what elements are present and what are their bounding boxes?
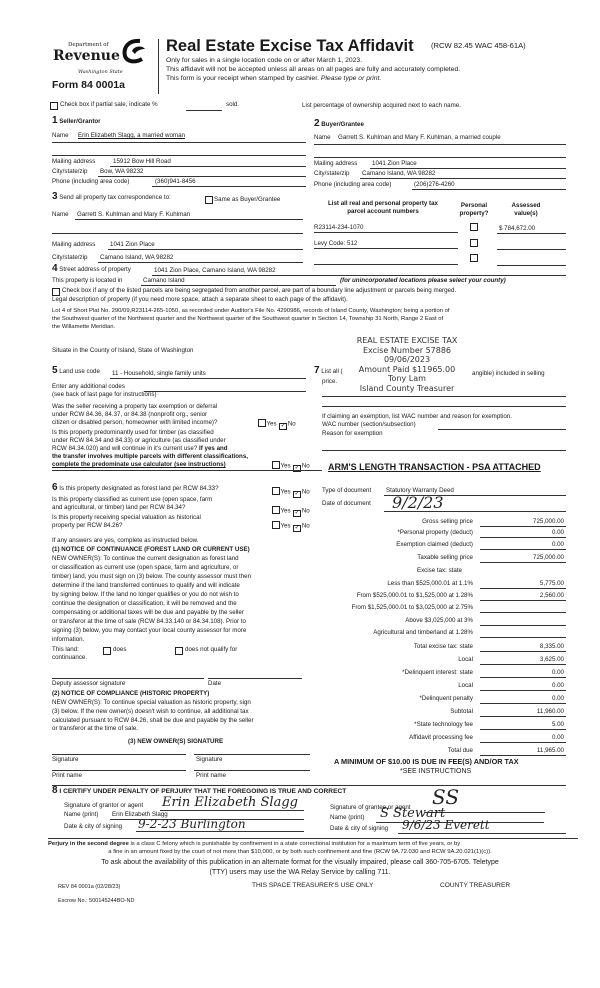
- notice-text-line: or classification as current use (open space, farm and agriculture, or: [52, 564, 239, 571]
- personal-property-field[interactable]: [322, 396, 566, 397]
- tax-row-label: *Personal property (deduct): [397, 529, 473, 536]
- notice-text-line: NEW OWNER(S): To continue special valuation as historic property, sign: [52, 699, 251, 706]
- does-not-label: does not qualify for: [185, 646, 238, 653]
- notice-text-line: information.: [52, 636, 85, 643]
- section-divider: [52, 470, 322, 471]
- parcel-number-field[interactable]: Levy Code: 512: [314, 240, 358, 247]
- corr-name-field[interactable]: Garrett S. Kuhlman and Mary F. Kuhlman: [77, 211, 191, 218]
- correspondence-heading: 3 Send all property tax correspondence to:: [52, 191, 171, 202]
- grantor-name-label: Name (print): [64, 811, 99, 818]
- header-divider: [158, 39, 159, 94]
- county-treasurer-label: COUNTY TREASURER: [440, 882, 511, 889]
- legal-description-3: the Willamette Meridian.: [52, 324, 116, 330]
- no-checkbox-checked[interactable]: ✓: [294, 524, 300, 531]
- segregated-label: Check box if any of the listed parcels are being segregated from another parcel, are part of a boundary line adjustment or parcels being merged.: [62, 287, 457, 294]
- no-checkbox-checked[interactable]: ✓: [294, 464, 300, 471]
- buyer-phone-label: Phone (including area code): [314, 181, 392, 188]
- deputy-signature-label: Deputy assessor signature: [52, 680, 126, 687]
- predominate-use-link[interactable]: complete the predominate use calculator (see instructions): [52, 461, 226, 468]
- accessibility-note-2: (TTY) users may use the WA Relay Service by calling 711.: [209, 869, 391, 876]
- personal-property-price: price.: [322, 378, 338, 385]
- seller-city-field[interactable]: Bow, WA 98232: [100, 168, 144, 175]
- does-qualify-checkbox[interactable]: [103, 647, 111, 655]
- treasurer-stamp: [347, 336, 467, 393]
- assessed-value-field[interactable]: [497, 265, 566, 266]
- tax-row-label: Gross selling price: [422, 518, 473, 525]
- seller-phone-line: [152, 186, 306, 187]
- logo-revenue: Revenue: [53, 48, 120, 64]
- parcel-line: [314, 248, 458, 249]
- stamp-line: Excise Number 57886: [362, 345, 452, 355]
- minimum-due-note: A MINIMUM OF $10.00 IS DUE IN FEE(S) AND/OR TAX: [334, 757, 519, 766]
- partial-sale-label: Check box if partial sale, indicate %: [60, 101, 158, 108]
- corr-city-line: [98, 262, 303, 263]
- signature-label-2: Signature: [196, 756, 223, 763]
- tax-row-value[interactable]: 5.00: [551, 721, 564, 728]
- buyer-city-label: City/state/zip: [314, 170, 350, 177]
- seller-mail-field[interactable]: 15912 Bow Hill Road: [113, 158, 171, 165]
- tax-row-label: *Delinquent penalty: [419, 695, 473, 702]
- notice-text-line: by signing below. If the land no longer qualifies or you do not wish to: [52, 591, 239, 598]
- section-divider: [52, 785, 566, 786]
- corr-city-field[interactable]: Camano Island, WA 98282: [100, 254, 174, 261]
- grantor-signature[interactable]: Erin Elizabeth Slagg: [162, 795, 298, 810]
- see-instructions: *SEE INSTRUCTIONS: [400, 768, 472, 775]
- grantor-date-label: Date & city of signing: [64, 823, 123, 830]
- tax-row-line: [480, 729, 566, 730]
- exemption-label: If claiming an exemption, list WAC number and reason for exemption.: [322, 413, 512, 420]
- perjury-note-1: Perjury in the second degree is a class C felony which is punishable by confinement in a state correctional institution for a maximum term of five years, or by: [48, 841, 461, 847]
- tax-row-line: [480, 549, 566, 550]
- situate-text: Situate in the County of Island, State of Washington: [52, 347, 194, 354]
- tax-row-value[interactable]: 11,965.00: [536, 747, 564, 754]
- parcel-number-field[interactable]: R23114-234-1070: [314, 224, 364, 231]
- legal-label: Legal description of property (if you need more space, attach a separate sheet to each page of the affidavit).: [52, 296, 348, 303]
- seller-heading: 1 Seller/Grantor: [52, 115, 101, 126]
- corr-mail-line: [108, 249, 303, 250]
- assessed-line: [497, 233, 566, 234]
- stamp-line: 09/06/2023: [383, 355, 431, 364]
- seller-name-line-2[interactable]: [52, 155, 306, 156]
- tax-row-value[interactable]: 3,625.00: [539, 656, 564, 663]
- document-type-label: Type of document: [322, 487, 372, 494]
- same-as-buyer-checkbox[interactable]: [205, 196, 213, 204]
- stamp-line: Island County Treasurer: [359, 383, 455, 393]
- parcel-line: [314, 232, 458, 233]
- located-line: [141, 285, 336, 286]
- personal-property-checkbox[interactable]: [470, 223, 478, 231]
- document-date-line: [384, 511, 566, 512]
- forest-yes-no[interactable]: Yes ✓ No: [271, 487, 310, 498]
- tax-row-line: [480, 537, 566, 538]
- notice-text-line: compensating or additional taxes will be due and payable by the seller: [52, 609, 244, 616]
- street-field[interactable]: 1041 Zion Place, Camano Island, WA 98282: [154, 267, 276, 274]
- seller-mail-line: [110, 166, 306, 167]
- stamp-line: Amount Paid $11965.00: [358, 364, 456, 374]
- yes-checkbox[interactable]: [272, 461, 280, 469]
- assessed-value-field[interactable]: $ 784,672.00: [499, 225, 536, 232]
- notice-text-line: calculated pursuant to RCW 84.26, shall be due and payable by the seller: [52, 716, 254, 724]
- grantor-name-field[interactable]: Erin Elizabeth Slagg: [112, 811, 168, 818]
- tax-row-value[interactable]: 725,000.00: [533, 518, 564, 525]
- does-label: does: [113, 646, 127, 653]
- buyer-name-line: [314, 144, 566, 145]
- personal-property-checkbox[interactable]: [470, 239, 478, 247]
- notice-text-line: or transferor at the time of sale (RCW 84.33.140 or 84.34.108). Prior to: [52, 618, 246, 625]
- land-use-field[interactable]: 11 - Household, single family units: [112, 370, 206, 377]
- notice-compliance-title: (2) NOTICE OF COMPLIANCE (HISTORIC PROPERTY): [52, 690, 210, 697]
- tax-row-value[interactable]: 11,960.00: [536, 708, 564, 715]
- tax-row-line: [480, 588, 566, 589]
- grantee-date-line: [398, 833, 566, 834]
- corr-city-label: City/state/zip: [52, 254, 88, 261]
- tax-row-label: Total due: [447, 747, 473, 754]
- same-as-buyer-label: Same as Buyer/Grantee: [214, 196, 281, 203]
- wac-field[interactable]: [438, 429, 566, 430]
- tax-row-line: [480, 677, 566, 678]
- tax-row-line: [480, 651, 566, 652]
- grantee-name-field[interactable]: S Stewart: [380, 806, 446, 821]
- tax-row-label: Local: [458, 682, 473, 689]
- corr-name-label: Name: [52, 211, 69, 218]
- located-label: This property is located in: [52, 277, 123, 284]
- deputy-signature-field[interactable]: [52, 678, 204, 679]
- current-use-yes-no[interactable]: Yes ✓ No: [271, 506, 310, 517]
- document-type-field[interactable]: Statutory Warranty Deed: [386, 487, 454, 494]
- historical-question: property per RCW 84.26?: [52, 522, 123, 529]
- grantor-date-line: [136, 831, 304, 832]
- tax-row-value[interactable]: 0.00: [551, 682, 564, 689]
- land-use-line: [110, 378, 306, 379]
- buyer-name-line-2[interactable]: [314, 157, 566, 158]
- owner-signature-field-2[interactable]: [194, 754, 310, 755]
- tax-row-line: [480, 755, 566, 756]
- tax-row-line: [480, 562, 566, 563]
- corr-mail-field[interactable]: 1041 Zion Place: [110, 241, 155, 248]
- buyer-mail-label: Mailing address: [314, 160, 358, 167]
- logo-washington-state: Washington State: [78, 69, 123, 75]
- buyer-phone-line: [412, 189, 566, 190]
- section-divider: [48, 838, 578, 839]
- tax-row-label: Taxable selling price: [417, 554, 473, 561]
- corr-mail-label: Mailing address: [52, 241, 96, 248]
- tax-row-label: Subtotal: [450, 708, 473, 715]
- certify-heading: 8 I CERTIFY UNDER PENALTY OF PERJURY THAT THE FOREGOING IS TRUE AND CORRECT: [52, 785, 347, 796]
- seller-name-label: Name: [52, 132, 69, 139]
- current-use-question: and agricultural, or timber) land per RCW 84.34?: [52, 504, 186, 511]
- treasurer-use-label: THIS SPACE TREASURER'S USE ONLY: [252, 882, 374, 889]
- reason-field[interactable]: [322, 450, 566, 451]
- tax-row-label: Total excise tax: state: [413, 643, 473, 650]
- print-name-label-2: Print name: [196, 772, 226, 779]
- document-date-label: Date of document: [322, 500, 371, 507]
- no-checkbox-checked[interactable]: ✓: [280, 422, 286, 429]
- tax-row-line: [480, 690, 566, 691]
- document-date-field[interactable]: 9/2/23: [392, 493, 444, 512]
- header-line-1: Only for sales in a single location code on or after March 1, 2023.: [166, 57, 363, 64]
- header-line-2: This affidavit will not be accepted unless all areas on all pages are fully and accurately completed.: [166, 66, 461, 73]
- tax-row-value[interactable]: 2,560.00: [539, 592, 564, 599]
- header-line-3: This form is your receipt when stamped by cashier. Please type or print.: [166, 75, 382, 82]
- legal-description-1: Lot 4 of Short Plat No. 290/09,R23114-265-1050, as recorded under Auditor's File No. 4290986, records of Island County, Washington; being a portion of: [52, 308, 450, 314]
- yes-checkbox[interactable]: [272, 521, 280, 529]
- historical-yes-no[interactable]: Yes ✓ No: [271, 521, 310, 532]
- tax-row-label: *State technology fee: [414, 721, 473, 728]
- form-revision: REV 84 0001a (02/28/23): [58, 884, 121, 890]
- stamp-line: Tony Lam: [388, 374, 426, 383]
- grantor-signature-line: [160, 810, 304, 811]
- rcw-reference: (RCW 82.45 WAC 458-61A): [431, 41, 526, 50]
- if-yes-note: If any answers are yes, complete as instructed below.: [52, 537, 199, 544]
- buyer-name-field[interactable]: Garrett S. Kuhlman and Mary F. Kuhlman, a married couple: [338, 134, 501, 141]
- buyer-phone-field[interactable]: (206)276-4260: [414, 181, 455, 188]
- tax-row-value[interactable]: 0.00: [551, 695, 564, 702]
- notice-text-line: determine if the land transferred continues to qualify and will indicate: [52, 582, 240, 589]
- tax-row-line: [480, 716, 566, 717]
- notice-text-line: (3) below. If the new owner(s) doesn't wish to continue, all additional tax: [52, 707, 249, 715]
- timber-question: the transfer involves multiple parcels with different classifications,: [52, 453, 248, 460]
- yes-checkbox[interactable]: [258, 419, 266, 427]
- located-note: (for unincorporated locations please select your county): [340, 277, 506, 284]
- buyer-city-line: [360, 178, 566, 179]
- form-number: Form 84 0001a: [52, 79, 125, 91]
- notice-text-line: continue the designation or classification, it will be removed and the: [52, 600, 237, 607]
- current-use-question: Is this property classified as current use (open space, farm: [52, 496, 213, 503]
- personal-property-field-2[interactable]: [322, 406, 566, 407]
- deputy-date-label: Date: [208, 680, 222, 687]
- exemption-yes-no[interactable]: Yes ✓ No: [257, 419, 296, 430]
- corr-name-line: [75, 219, 303, 220]
- tax-row-label: Excise tax: state: [416, 567, 462, 574]
- tax-row-line: [480, 703, 566, 704]
- tax-row-value[interactable]: 0.00: [551, 734, 564, 741]
- print-name-label: Print name: [52, 772, 82, 779]
- buyer-mail-line: [370, 168, 566, 169]
- tax-row-value[interactable]: 0.00: [551, 541, 564, 548]
- grantee-signature[interactable]: SS: [432, 785, 460, 809]
- street-label: 4 Street address of property: [52, 263, 131, 274]
- forest-q1: 6 Is this property designated as forest land per RCW 84.33?: [52, 482, 219, 493]
- partial-sale-percent-field[interactable]: [186, 110, 222, 111]
- tax-row-label: *Delinquent interest: state: [402, 669, 473, 676]
- notice-text-line: signing (3) below, you may contact your local county assessor for more: [52, 627, 247, 634]
- tax-row-value[interactable]: 5,775.00: [539, 580, 564, 587]
- tax-row-value[interactable]: 725,000.00: [533, 554, 564, 561]
- tax-row-label: Exemption claimed (deduct): [396, 541, 473, 548]
- logo-dept-of: Department of: [68, 42, 109, 48]
- personal-property-label-2: angible) included in selling: [472, 370, 545, 377]
- notice-text-line: timber) land, you must sign on (3) below. The county assessor must then: [52, 573, 252, 580]
- escrow-number: Escrow No.: 500145244BO-ND: [58, 898, 135, 904]
- tax-row-label: Affidavit processing fee: [409, 734, 473, 741]
- grantor-signature-label: Signature of grantor or agent: [64, 802, 144, 809]
- seller-phone-label: Phone (including area code): [52, 178, 130, 185]
- corr-name-line-2[interactable]: [52, 233, 303, 234]
- grantee-date-city-field[interactable]: 9/6/23 Everett: [402, 818, 490, 832]
- seller-city-line: [98, 176, 306, 177]
- notice-text-line: NEW OWNER(S): To continue the current designation as forest land: [52, 555, 239, 562]
- tax-row-line: [480, 600, 566, 601]
- tax-row-line: [480, 612, 566, 613]
- buyer-name-label: Name: [314, 134, 331, 141]
- this-land-label: This land:: [52, 646, 79, 653]
- yes-checkbox[interactable]: [272, 487, 280, 495]
- owner-signature-field[interactable]: [52, 754, 186, 755]
- additional-codes-field[interactable]: [144, 391, 306, 392]
- seller-name-line: [52, 142, 306, 143]
- partial-sale-sold: sold.: [226, 101, 240, 108]
- tax-row-line: [480, 637, 566, 638]
- stamp-line: REAL ESTATE EXCISE TAX: [356, 336, 458, 345]
- arms-length-note: ARM'S LENGTH TRANSACTION - PSA ATTACHED: [328, 462, 541, 472]
- buyer-mail-field[interactable]: 1041 Zion Place: [372, 160, 417, 167]
- parcels-col2-header: Personal property?: [459, 202, 489, 217]
- legal-description-2: the Southwest quarter of the Northwest quarter and the Northwest quarter of the Southwest quarter in Section 14, Township 31 North, Range 2 East of: [52, 316, 444, 322]
- revenue-swirl-icon: [120, 38, 148, 64]
- tax-row-label: Less than $525,000.01 at 1.1%: [387, 580, 473, 587]
- seller-mail-label: Mailing address: [52, 158, 96, 165]
- historical-question: Is this property receiving special valuation as historical: [52, 514, 201, 521]
- grantee-date-label: Date & city of signing: [330, 825, 389, 832]
- tax-row-value[interactable]: 8,335.00: [539, 643, 564, 650]
- continuance-label: continuance.: [52, 654, 88, 661]
- partial-sale-checkbox[interactable]: [50, 102, 58, 110]
- additional-codes-note: (see back of last page for instructions): [52, 391, 157, 398]
- grantor-date-city-field[interactable]: 9-2-23 Burlington: [138, 817, 246, 831]
- signature-label: Signature: [52, 756, 79, 763]
- owner-print-name-field[interactable]: [52, 770, 186, 771]
- assessed-value-field[interactable]: [497, 249, 566, 250]
- tax-row-label: From $1,525,000.01 to $3,025,000 at 2.75%: [351, 604, 473, 611]
- grantee-name-label: Name (print): [330, 814, 365, 821]
- exemption-question: under RCW 84.36, 84.37, or 84.38 (nonprofit org., senior: [52, 411, 208, 418]
- tax-row-label: Agricultural and timberland at 1.28%: [373, 629, 473, 636]
- reason-label: Reason for exemption: [322, 430, 383, 437]
- exemption-question: citizen or disabled person, homeowner with limited income)?: [52, 419, 218, 426]
- tax-row-value[interactable]: 0.00: [551, 669, 564, 676]
- seller-phone-field[interactable]: (360)941-8456: [155, 178, 196, 185]
- tax-row-line: [480, 625, 566, 626]
- tax-row-line: [480, 526, 566, 527]
- no-checkbox-checked[interactable]: ✓: [294, 509, 300, 516]
- tax-row-label: From $525,000.01 to $1,525,000 at 1.28%: [356, 592, 473, 599]
- parcels-col3-header: Assessed value(s): [511, 202, 541, 217]
- does-not-qualify-checkbox[interactable]: [175, 647, 183, 655]
- parcels-col1-header: List all real and personal property tax parcel account numbers: [327, 200, 439, 215]
- located-field[interactable]: Camano Island: [143, 277, 185, 284]
- notice-continuance-title: (1) NOTICE OF CONTINUANCE (FOREST LAND OR CURRENT USE): [52, 546, 250, 553]
- tax-row-label: Above $3,025,000 at 3%: [405, 617, 473, 624]
- seller-name-field[interactable]: Erin Elizabeth Slagg, a married woman: [78, 132, 185, 139]
- personal-property-label: 7 List all (: [314, 365, 343, 376]
- personal-property-checkbox[interactable]: [470, 254, 478, 262]
- notice-text-line: or transferor at the time of sale.: [52, 725, 138, 733]
- accessibility-note-1: To ask about the availability of this publication in an alternate format for the visually impaired, please call 360-705-6705. Teletype: [101, 859, 499, 866]
- segregated-checkbox[interactable]: [52, 288, 60, 296]
- page-title: Real Estate Excise Tax Affidavit: [166, 37, 414, 55]
- ownership-note: List percentage of ownership acquired next to each name.: [302, 102, 461, 109]
- grantee-signature-label: Signature of grantee or agent: [330, 804, 411, 811]
- tax-row-line: [480, 742, 566, 743]
- timber-question: RCW 84.34.020) and will continue in it's current use? If yes and: [52, 445, 228, 452]
- new-owner-signature-title: (3) NEW OWNER(S) SIGNATURE: [128, 738, 224, 745]
- buyer-heading: 2 Buyer/Grantee: [314, 118, 364, 129]
- seller-city-label: City/state/zip: [52, 168, 88, 175]
- tax-row-value[interactable]: 0.00: [551, 529, 564, 536]
- land-use-label: 5 Land use code: [52, 365, 100, 376]
- perjury-note-2: a fine in an amount fixed by the court of not more than $10,000, or by both such confinement and fine (RCW 9A.72.030 and RCW 9A.20.021(1)(c)).: [108, 849, 492, 855]
- wac-label: WAC number (section/subsection): [322, 421, 416, 428]
- buyer-city-field[interactable]: Camano Island, WA 98282: [362, 170, 436, 177]
- exemption-question: Was the seller receiving a property tax exemption or deferral: [52, 403, 218, 410]
- no-checkbox-checked[interactable]: ✓: [294, 490, 300, 497]
- parcel-number-field[interactable]: [314, 264, 458, 265]
- timber-question: under RCW 84.34 and 84.33) or agriculture (as classified under: [52, 437, 226, 444]
- additional-codes-label: Enter any additional codes: [52, 383, 125, 390]
- timber-question: Is this property predominantly used for timber (as classified: [52, 429, 214, 436]
- tax-row-line: [480, 664, 566, 665]
- yes-checkbox[interactable]: [272, 506, 280, 514]
- timber-yes-no[interactable]: Yes ✓ No: [271, 461, 310, 472]
- tax-row-label: Local: [458, 656, 473, 663]
- street-line: [152, 275, 566, 276]
- owner-print-name-field-2[interactable]: [194, 770, 310, 771]
- deputy-date-field[interactable]: [208, 678, 302, 679]
